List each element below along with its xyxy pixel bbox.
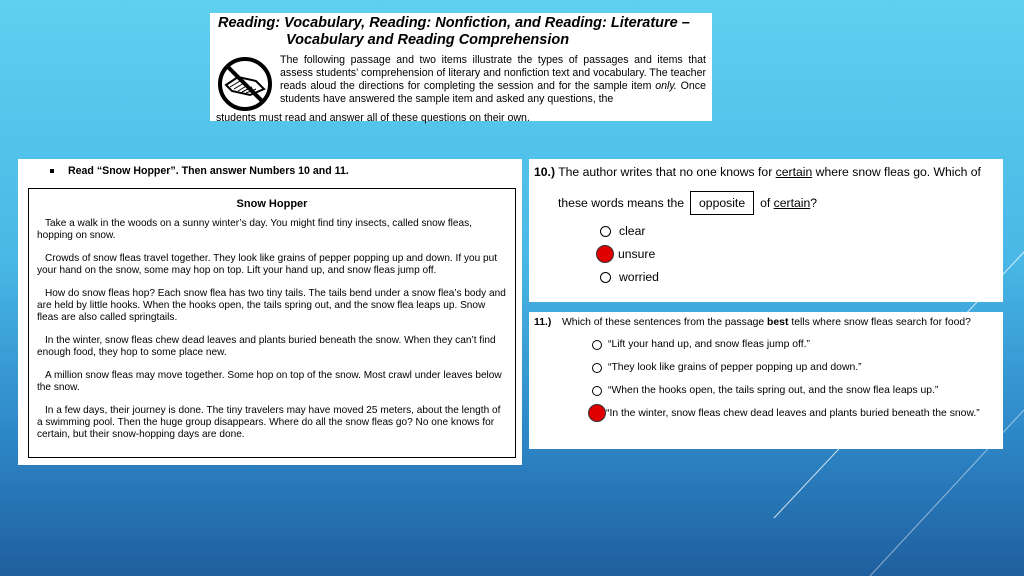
header-description-end: students must read and answer all of these questions on their own. xyxy=(216,112,530,124)
question-10-panel xyxy=(529,159,1003,302)
q11-option-b[interactable] xyxy=(592,362,998,373)
q10-line2-certain: certain xyxy=(773,196,811,210)
q10-option-clear[interactable] xyxy=(600,224,998,238)
q11-option-a[interactable] xyxy=(592,339,998,350)
q10-option-unsure[interactable] xyxy=(600,245,998,263)
q10-line2-b: of xyxy=(760,196,771,210)
passage-paragraph: A million snow fleas may move together. Some hop on top of the snow. Most crawl under leaves below the snow. xyxy=(37,370,502,393)
radio-icon[interactable] xyxy=(592,363,602,373)
q11-stem-b: tells where snow fleas search for food? xyxy=(791,317,971,328)
q11-stem-a: Which of these sentences from the passage xyxy=(562,317,765,328)
q10-stem-certain: certain xyxy=(775,165,813,179)
desc-part-b: Once students have answered the sample item and asked any questions, the xyxy=(280,80,706,105)
passage-box xyxy=(28,188,516,458)
radio-icon[interactable] xyxy=(600,226,611,237)
option-label: worried xyxy=(619,270,659,284)
desc-only: only. xyxy=(655,80,677,92)
instruction-text: Read “Snow Hopper”. Then answer Numbers 10 and 11. xyxy=(68,165,349,177)
bullet-icon xyxy=(50,169,54,173)
no-book-icon xyxy=(216,55,276,113)
q11-stem-best: best xyxy=(767,317,789,328)
q10-stem-a: The author writes that no one knows for xyxy=(558,165,773,179)
q11-number: 11.) xyxy=(534,317,552,328)
passage-paragraph: Take a walk in the woods on a sunny winter’s day. You might find tiny insects, called snow fleas, hopping on snow. xyxy=(37,218,472,241)
q10-number: 10.) xyxy=(534,165,556,179)
passage-title: Snow Hopper xyxy=(236,198,308,210)
q10-stem-line2 xyxy=(558,191,998,215)
q11-option-d[interactable] xyxy=(592,404,998,422)
passage-paragraph: In the winter, snow fleas chew dead leaves and plants buried beneath the snow. When they can’t find enough food, they hop to some place new. xyxy=(37,335,496,358)
passage-paragraph: In a few days, their journey is done. The tiny travelers may have moved 25 meters, about the length of a swimming pool. Then the huge group disappears. Where do all the snow fleas go? No one knows for certain, but their snow-hopping days are done. xyxy=(37,405,501,440)
option-label: unsure xyxy=(618,247,656,261)
option-label: “When the hooks open, the tails spring out, and the snow flea leaps up.” xyxy=(608,385,939,396)
header-title-line1: Reading: Vocabulary, Reading: Nonfiction, and Reading: Literature – xyxy=(218,15,690,31)
header-panel xyxy=(210,13,712,124)
radio-selected-icon[interactable] xyxy=(596,245,614,263)
q11-option-c[interactable] xyxy=(592,385,998,396)
passage-paragraph: How do snow fleas hop? Each snow flea has two tiny tails. The tails bend under a snow flea’s body and are held by little hooks. When the hooks open, the tails spring out, and the snow flea leaps up. Snow fleas are also called springtails. xyxy=(37,288,506,323)
q10-line2-q: ? xyxy=(810,196,818,210)
radio-selected-icon[interactable] xyxy=(588,404,606,422)
radio-icon[interactable] xyxy=(592,340,602,350)
option-label: “They look like grains of pepper popping up and down.” xyxy=(608,362,862,373)
header-title-line2: Vocabulary and Reading Comprehension xyxy=(286,32,570,48)
desc-part-a: The following passage and two items illustrate the types of passages and items that assess students’ comprehension of literary and nonfiction text and vocabulary. The teacher reads aloud the directions for completing the session and for the sample item xyxy=(280,54,706,92)
q11-stem xyxy=(534,317,998,329)
q10-stem-b: where snow fleas go. Which of xyxy=(815,165,981,179)
passage-panel xyxy=(18,159,522,465)
option-label: “In the winter, snow fleas chew dead leaves and plants buried beneath the snow.” xyxy=(606,407,980,419)
radio-icon[interactable] xyxy=(592,386,602,396)
q10-boxed-word: opposite xyxy=(690,191,754,215)
header-description xyxy=(280,54,706,106)
passage-paragraph: Crowds of snow fleas travel together. They look like grains of pepper popping up and down. If you put your hand on the snow, some may hop on top. Lift your hand up, and snow fleas jump off. xyxy=(37,253,498,276)
q10-option-worried[interactable] xyxy=(600,270,998,284)
option-label: clear xyxy=(619,224,646,238)
q10-stem xyxy=(534,165,998,179)
passage-instruction xyxy=(50,165,514,177)
q10-line2-a: these words means the xyxy=(558,196,685,210)
q11-stem-text xyxy=(562,317,971,329)
radio-icon[interactable] xyxy=(600,272,611,283)
question-11-panel xyxy=(529,312,1003,449)
option-label: “Lift your hand up, and snow fleas jump off.” xyxy=(608,339,810,350)
